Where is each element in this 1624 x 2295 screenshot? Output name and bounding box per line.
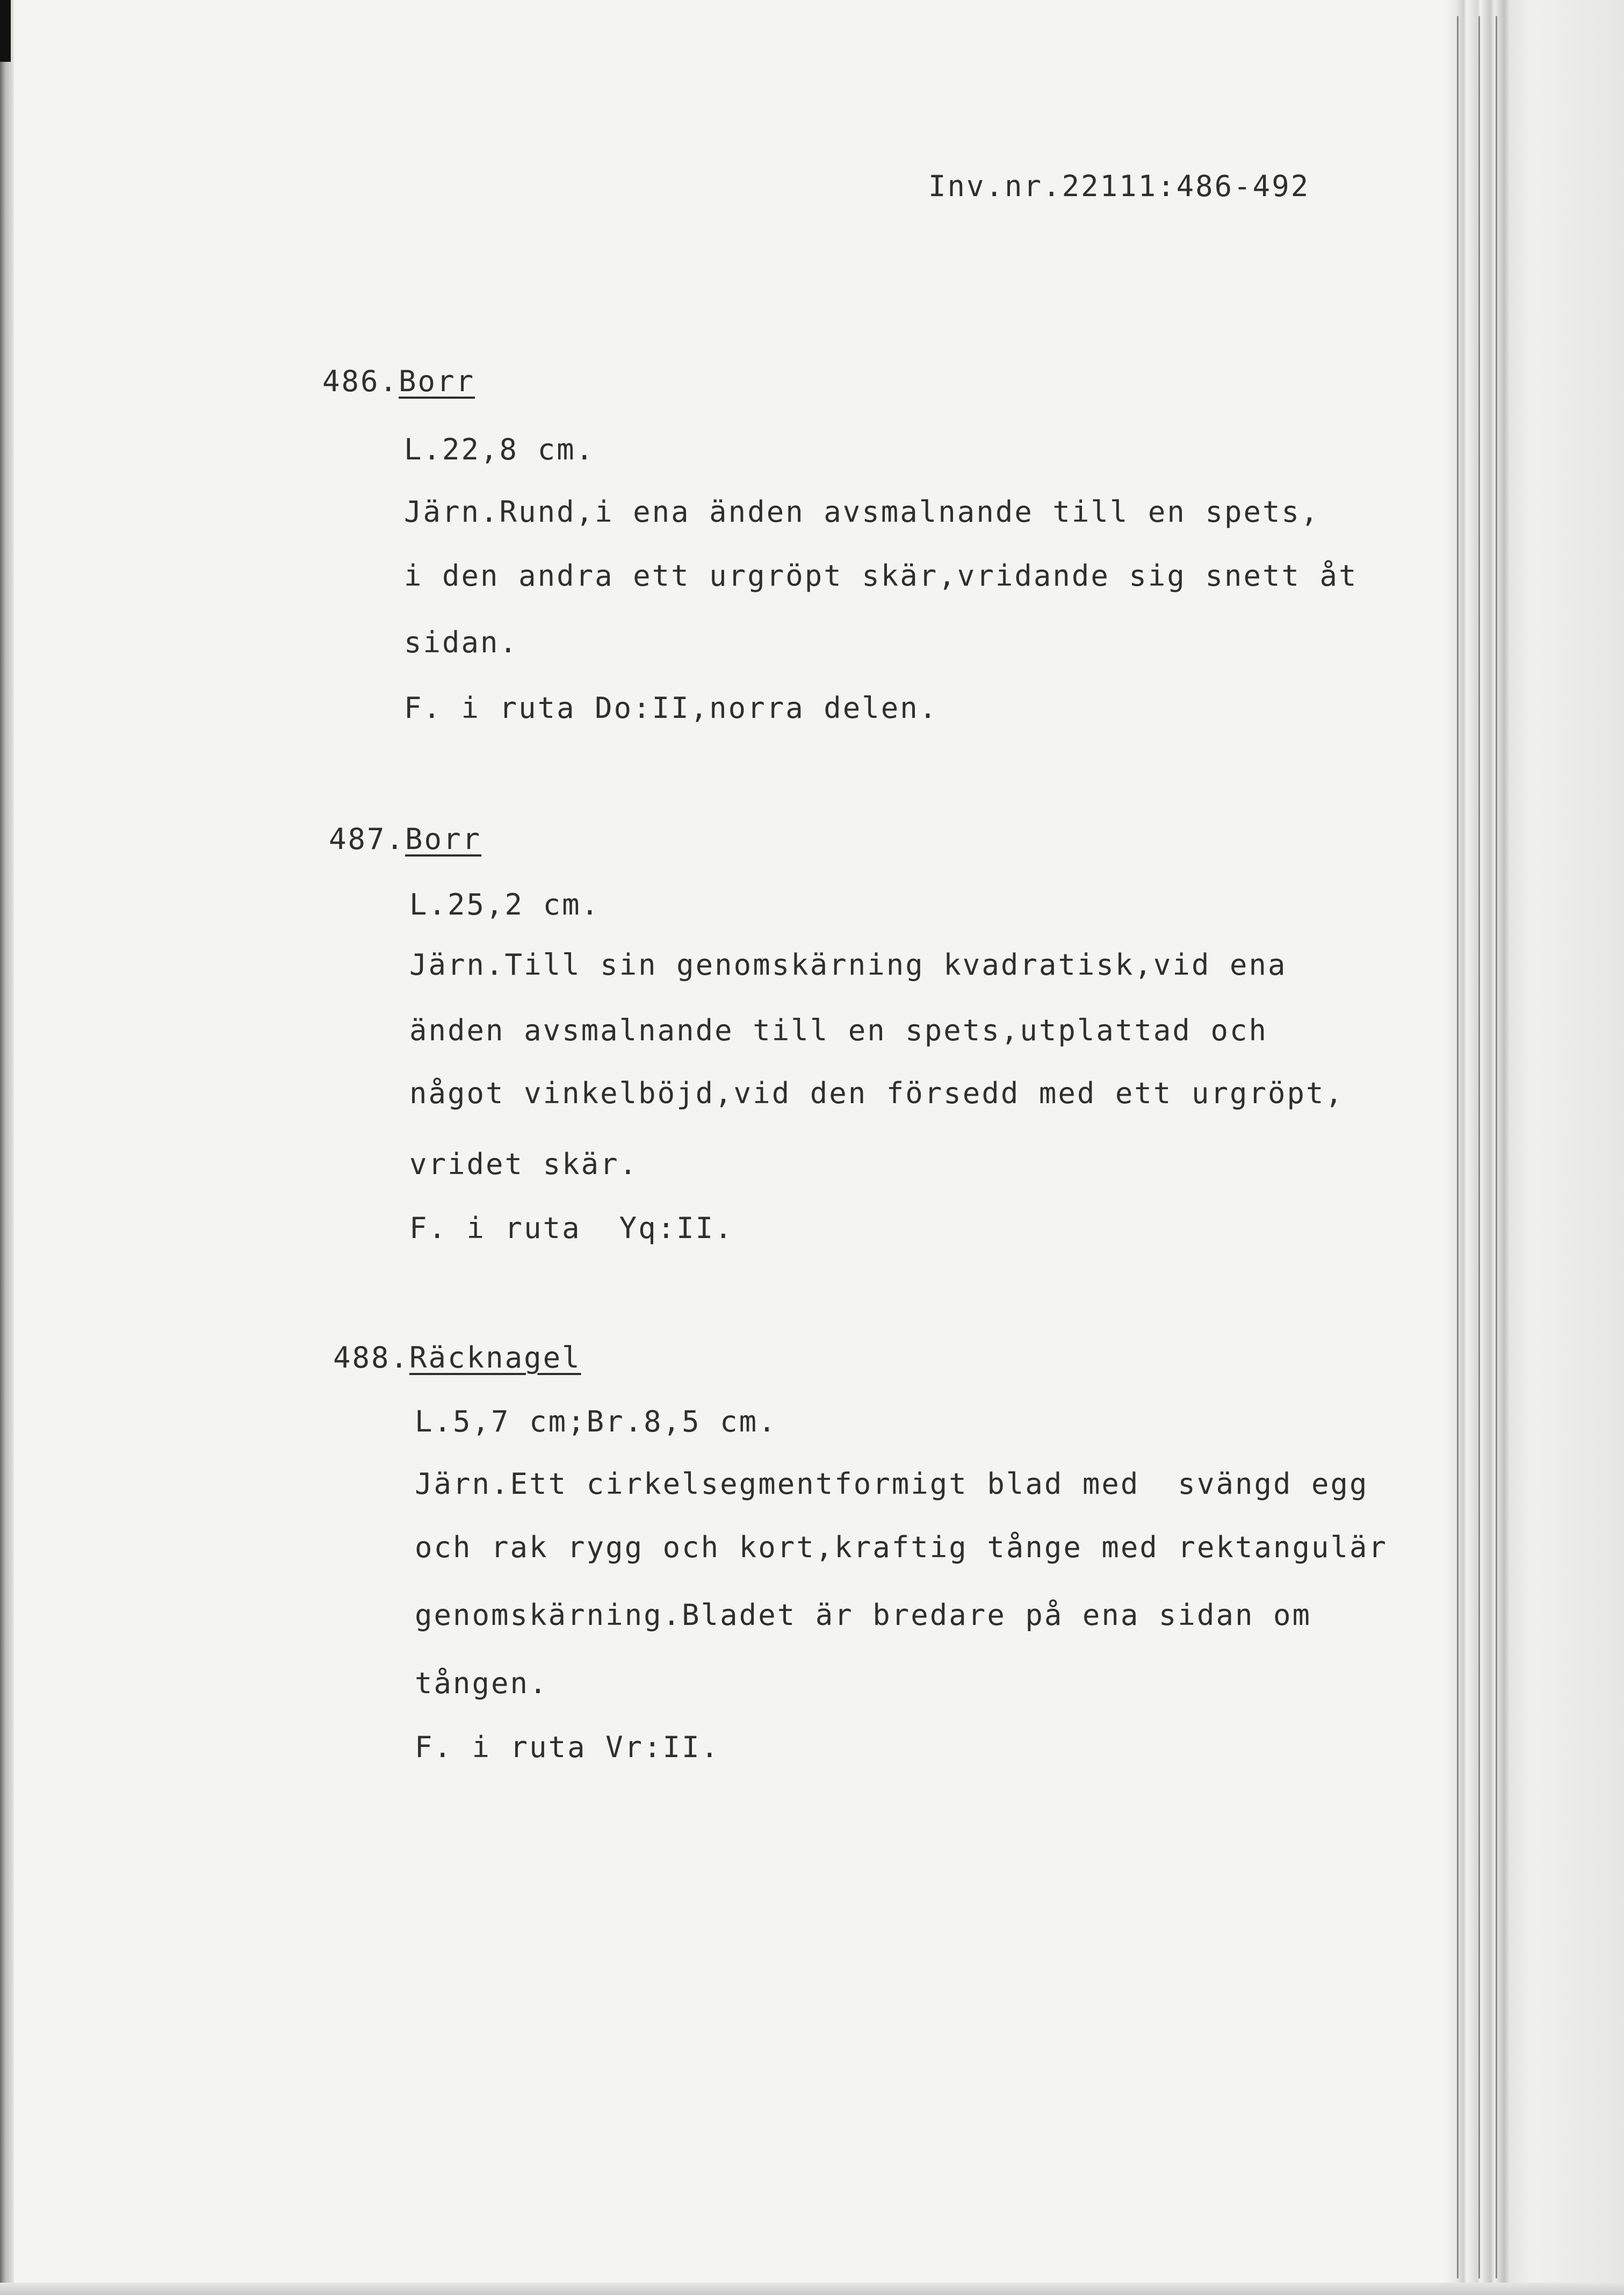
entry-number: 486.: [322, 364, 399, 398]
entry-text-line: genomskärning.Bladet är bredare på ena sidan om: [415, 1598, 1312, 1632]
entry-text-line: L.5,7 cm;Br.8,5 cm.: [415, 1405, 777, 1438]
entry-title: Räcknagel: [409, 1341, 581, 1375]
bottom-edge: [0, 2283, 1624, 2295]
entry-heading: [329, 822, 481, 857]
entry-text-line: F. i ruta Vr:II.: [415, 1730, 720, 1764]
page-edge-line: [1478, 16, 1480, 2278]
entry-text-line: Järn.Rund,i ena änden avsmalnande till en spets,: [404, 495, 1320, 529]
entry-title: Borr: [399, 364, 475, 398]
entry-text-line: och rak rygg och kort,kraftig tånge med rektangulär: [415, 1530, 1388, 1564]
entry-text-line: Järn.Ett cirkelsegmentformigt blad med svängd egg: [415, 1467, 1369, 1501]
inventory-number: Inv.nr.22111:486-492: [928, 169, 1310, 203]
page-stack-edge: [1445, 0, 1624, 2295]
scan-corner-mark: [0, 0, 11, 62]
binding-edge: [0, 0, 14, 2295]
entry-number: 488.: [333, 1341, 410, 1375]
entry-text-line: Järn.Till sin genomskärning kvadratisk,vid ena: [409, 948, 1287, 982]
entry-text-line: änden avsmalnande till en spets,utplattad och: [409, 1013, 1268, 1047]
entry-heading: [333, 1341, 581, 1375]
entry-text-line: sidan.: [404, 625, 519, 659]
entry-text-line: L.25,2 cm.: [409, 888, 601, 922]
entry-text-line: tången.: [415, 1666, 548, 1700]
page-edge-line: [1496, 16, 1497, 2278]
entry-heading: [322, 364, 475, 399]
entry-text-line: F. i ruta Do:II,norra delen.: [404, 691, 939, 725]
entry-text-line: vridet skär.: [409, 1147, 639, 1181]
entry-text-line: F. i ruta Yq:II.: [409, 1211, 734, 1245]
page-edge-line: [1457, 16, 1459, 2278]
entry-title: Borr: [405, 822, 482, 856]
entry-text-line: något vinkelböjd,vid den försedd med ett urgröpt,: [409, 1076, 1345, 1110]
entry-number: 487.: [329, 822, 406, 856]
entry-text-line: L.22,8 cm.: [404, 433, 595, 466]
entry-text-line: i den andra ett urgröpt skär,vridande sig snett åt: [404, 559, 1358, 593]
